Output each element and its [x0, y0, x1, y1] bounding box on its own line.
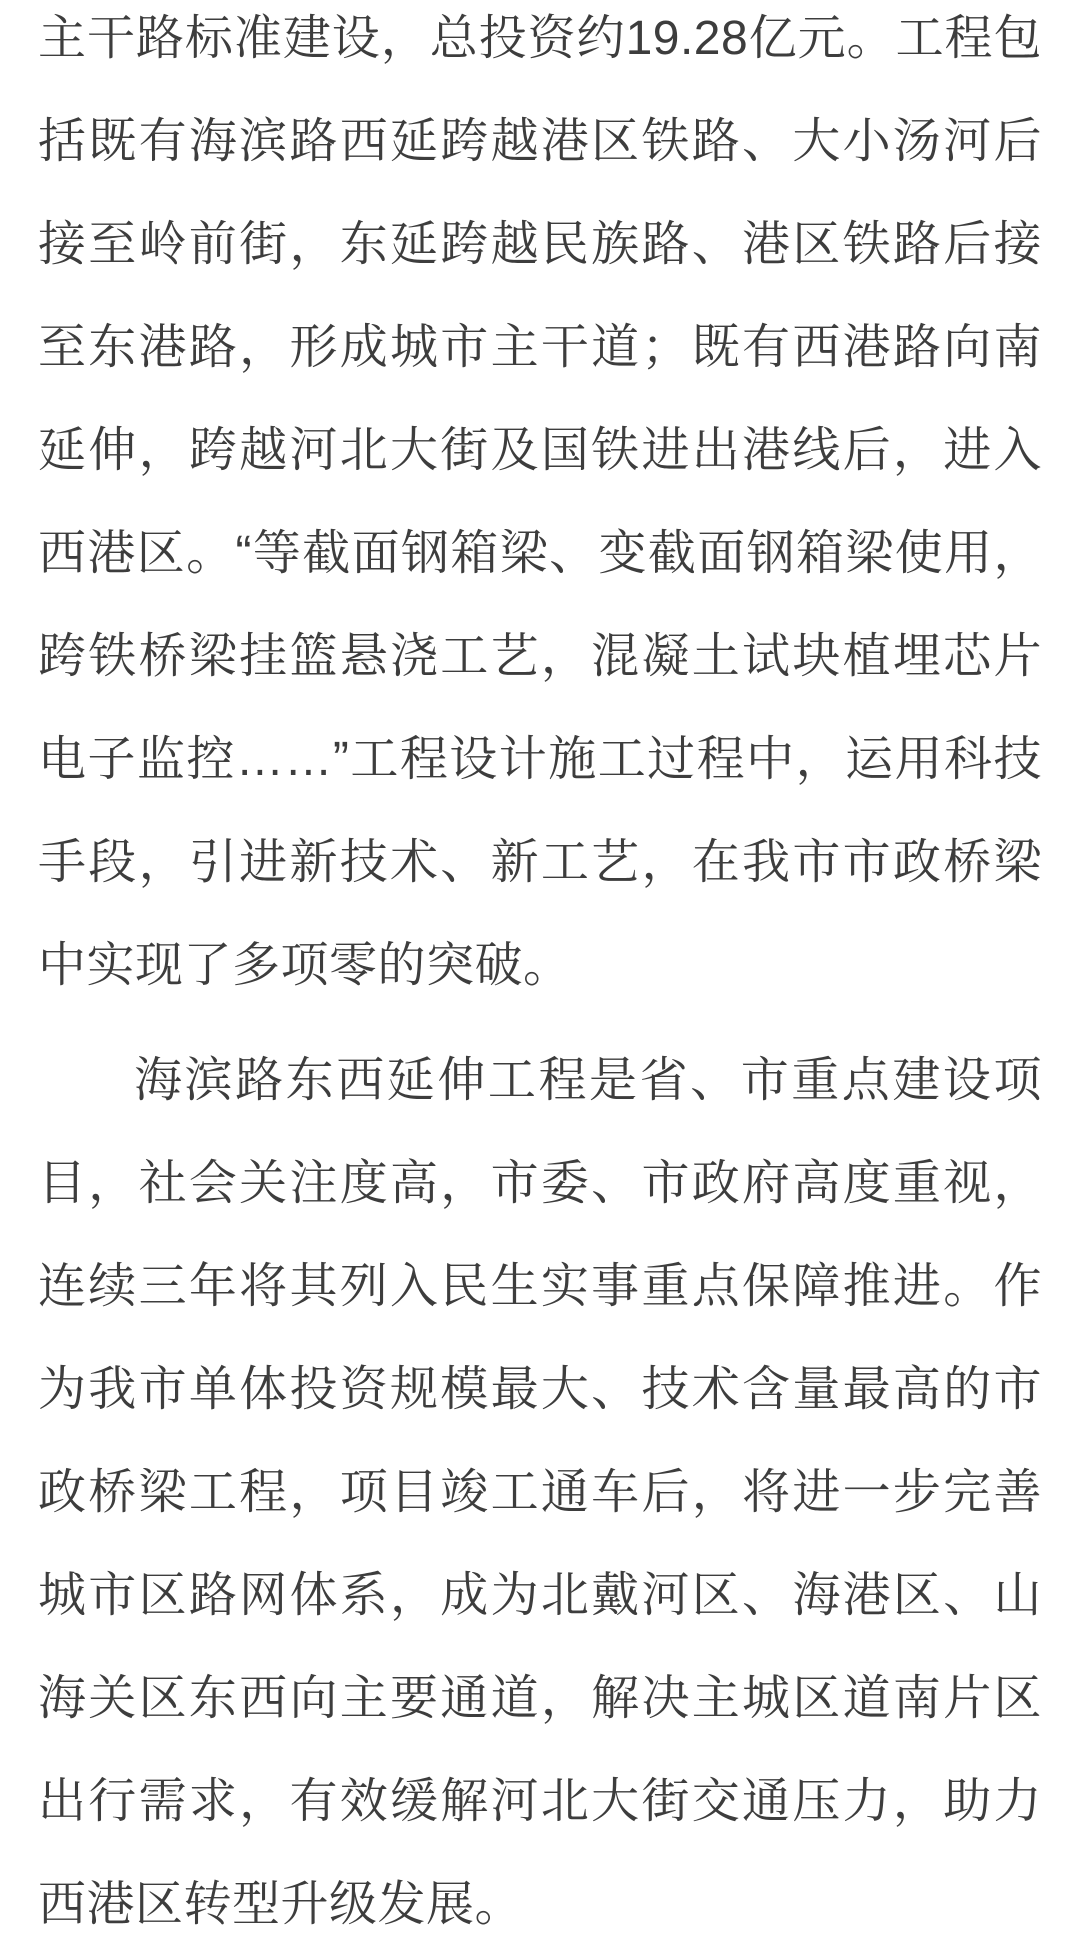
article-paragraph-2: 海滨路东西延伸工程是省、市重点建设项目，社会关注度高，市委、市政府高度重视，连续三年将其列入民生实事重点保障推进。作为我市单体投资规模最大、技术含量最高的市政桥梁工程，项目竣工通车后，将进一步完善城市区路网体系，成为北戴河区、海港区、山海关区东西向主要通道，解决主城区道南片区出行需求，有效缓解河北大街交通压力，助力西港区转型升级发展。	[38, 1054, 1042, 1931]
article-paragraph-1: 主干路标准建设，总投资约19.28亿元。工程包括既有海滨路西延跨越港区铁路、大小汤河后接至岭前街，东延跨越民族路、港区铁路后接至东港路，形成城市主干道；既有西港路向南延伸，跨越河北大街及国铁进出港线后，进入西港区。“等截面钢箱梁、变截面钢箱梁使用，跨铁桥梁挂篮悬浇工艺，混凝土试块植埋芯片电子监控……”工程设计施工过程中，运用科技手段，引进新技术、新工艺，在我市市政桥梁中实现了多项零的突破。	[38, 12, 1042, 992]
